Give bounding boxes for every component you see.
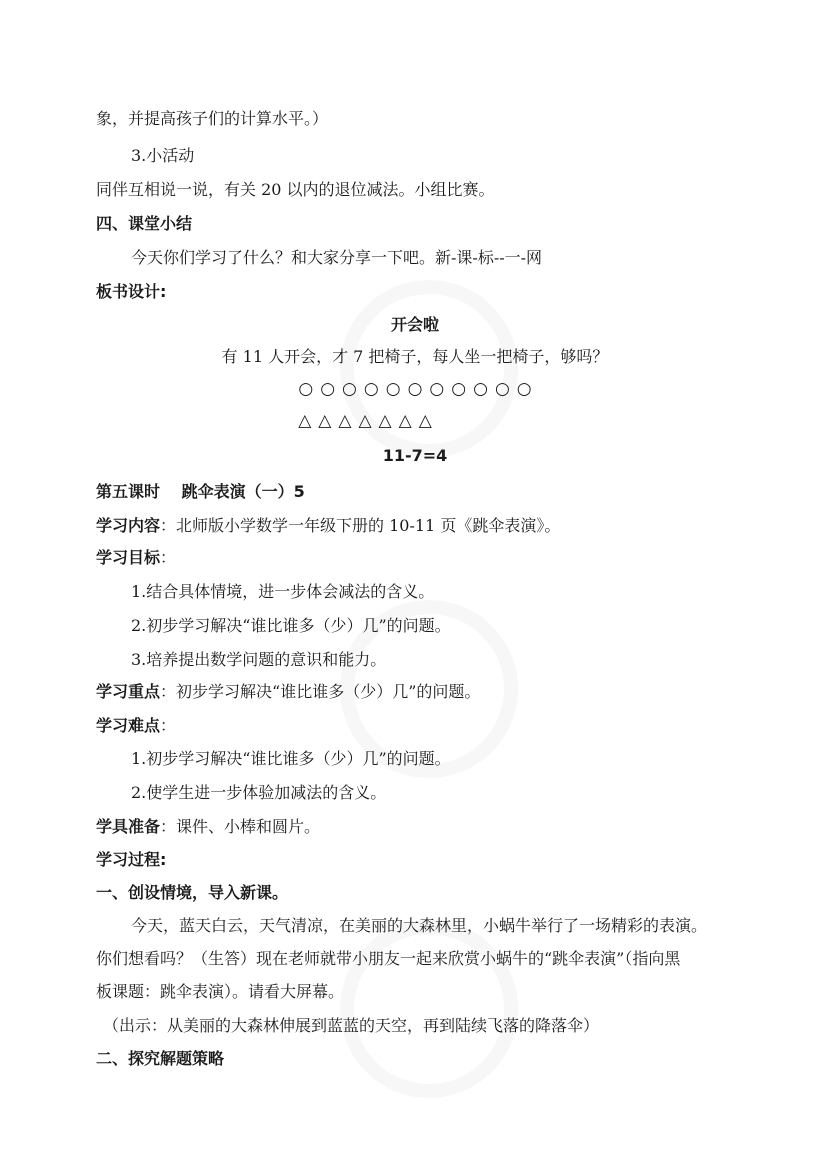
- key-label: 学习重点: [96, 682, 161, 701]
- process-heading: 学习过程:: [96, 850, 167, 869]
- triangle-mark: △: [298, 411, 312, 431]
- circle-mark: ○: [494, 379, 510, 399]
- circle-mark: ○: [320, 379, 336, 399]
- section-heading-intro: 一、创设情境，导入新课。: [96, 883, 289, 902]
- content-label: 学习内容: [96, 516, 161, 535]
- goals-colon: ：: [160, 548, 177, 567]
- content-text: ：北师版小学数学一年级下册的 10-11 页《跳伞表演》。: [160, 516, 561, 535]
- goal-item: 3.培养提出数学问题的意识和能力。: [131, 650, 387, 669]
- circle-mark: ○: [363, 379, 379, 399]
- text-line: 同伴互相说一说，有关 20 以内的退位减法。小组比赛。: [96, 180, 495, 199]
- activity-heading: 3.小活动: [131, 146, 195, 165]
- triangle-mark: △: [418, 411, 432, 431]
- lesson-title: 第五课时 跳伞表演（一）5: [96, 482, 305, 501]
- board-design-heading: 板书设计:: [96, 282, 167, 301]
- circle-mark: ○: [451, 379, 467, 399]
- difficulty-item: 1.初步学习解决“谁比谁多（少）几”的问题。: [131, 749, 451, 768]
- tools-text: ：课件、小棒和圆片。: [160, 817, 321, 836]
- key-text: ：初步学习解决“谁比谁多（少）几”的问题。: [160, 682, 481, 701]
- goals-line: [96, 547, 176, 569]
- difficulty-label: 学习难点: [96, 716, 161, 735]
- circle-mark: ○: [298, 379, 314, 399]
- text-line: 象，并提高孩子们的计算水平。）: [96, 109, 329, 128]
- circle-mark: ○: [473, 379, 488, 399]
- paragraph-line: 板课题：跳伞表演）。请看大屏幕。: [96, 982, 345, 1001]
- circle-row: [0, 378, 830, 400]
- triangle-mark: △: [378, 411, 392, 431]
- paragraph-line: 今天，蓝天白云，天气清凉，在美丽的大森林里，小蜗牛举行了一场精彩的表演。: [131, 916, 708, 935]
- difficulty-line: [96, 715, 176, 737]
- tools-label: 学具准备: [96, 817, 161, 836]
- board-question: 有 11 人开会，才 7 把椅子，每人坐一把椅子，够吗？: [221, 347, 609, 366]
- goals-label: 学习目标: [96, 548, 161, 567]
- paragraph-line: 你们想看吗？（生答）现在老师就带小朋友一起来欣赏小蜗牛的“跳伞表演”（指向黑: [96, 949, 681, 968]
- triangle-mark: △: [338, 411, 352, 431]
- circle-mark: ○: [429, 379, 445, 399]
- content-line: [96, 515, 560, 537]
- circle-mark: ○: [516, 379, 532, 399]
- triangle-row: [0, 410, 780, 432]
- board-equation: 11-7=4: [382, 446, 448, 465]
- difficulty-item: 2.使学生进一步体验加减法的含义。: [131, 783, 387, 802]
- difficulty-colon: ：: [160, 716, 177, 735]
- text-line: 今天你们学习了什么？和大家分享一下吧。新-课-标--一-网: [131, 248, 543, 267]
- section-heading-summary: 四、课堂小结: [96, 214, 193, 233]
- circle-mark: ○: [407, 379, 423, 399]
- key-line: [96, 681, 480, 703]
- goal-item: 1.结合具体情境，进一步体会减法的含义。: [131, 582, 435, 601]
- circle-mark: ○: [342, 379, 357, 399]
- circle-mark: ○: [385, 379, 401, 399]
- triangle-mark: △: [318, 411, 332, 431]
- paragraph-line: （出示：从美丽的大森林伸展到蓝蓝的天空，再到陆续飞落的降落伞）: [103, 1016, 600, 1035]
- section-heading-explore: 二、探究解题策略: [96, 1049, 225, 1068]
- board-title: 开会啦: [390, 315, 439, 334]
- tools-line: [96, 816, 320, 838]
- triangle-mark: △: [358, 411, 372, 431]
- goal-item: 2.初步学习解决“谁比谁多（少）几”的问题。: [131, 616, 451, 635]
- triangle-mark: △: [398, 411, 412, 431]
